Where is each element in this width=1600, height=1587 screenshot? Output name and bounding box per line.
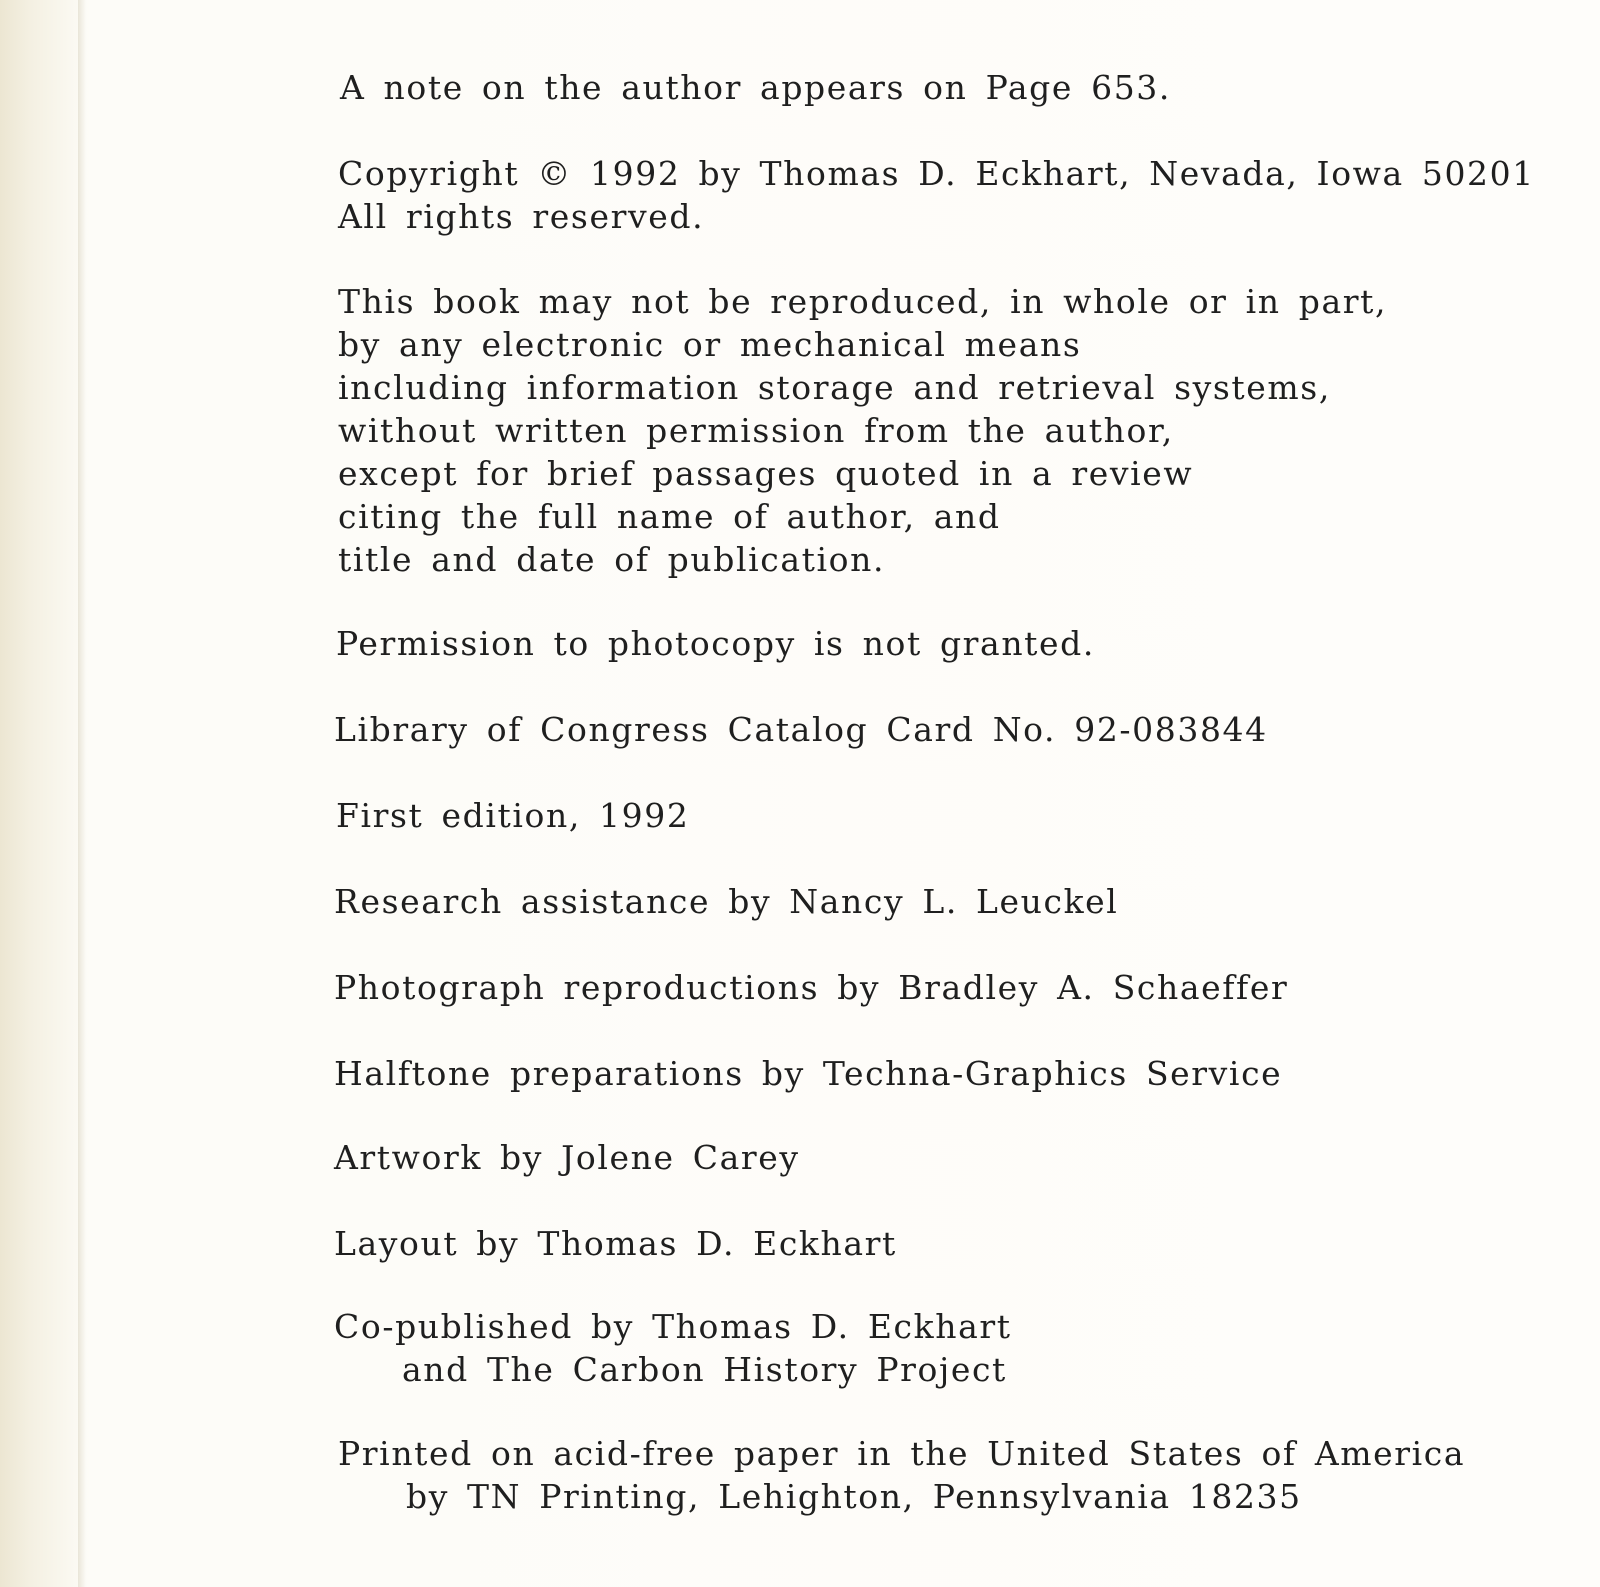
- photograph-credit: Photograph reproductions by Bradley A. Schaeffer: [334, 968, 1289, 1007]
- copublished-partner-line: and The Carbon History Project: [402, 1350, 1007, 1389]
- copyright-line: Copyright © 1992 by Thomas D. Eckhart, Nevada, Iowa 50201: [338, 154, 1535, 193]
- rights-reserved-line: All rights reserved.: [338, 197, 705, 236]
- reproduction-notice: [338, 280, 1387, 581]
- artwork-credit: Artwork by Jolene Carey: [334, 1138, 800, 1177]
- reproduction-notice-line: citing the full name of author, and: [338, 497, 1001, 536]
- copyright-block: [338, 152, 1535, 238]
- halftone-credit: Halftone preparations by Techna-Graphics Service: [334, 1054, 1283, 1093]
- layout-credit: Layout by Thomas D. Eckhart: [334, 1224, 897, 1263]
- reproduction-notice-line: by any electronic or mechanical means: [338, 325, 1082, 364]
- printed-line: Printed on acid-free paper in the United States of America: [338, 1434, 1466, 1473]
- page-gutter-shadow: [78, 0, 86, 1587]
- reproduction-notice-line: except for brief passages quoted in a review: [338, 454, 1194, 493]
- copublished-line: Co-published by Thomas D. Eckhart: [334, 1307, 1012, 1346]
- reproduction-notice-line: including information storage and retrieval systems,: [338, 368, 1331, 407]
- author-note: A note on the author appears on Page 653.: [340, 68, 1171, 107]
- edition-line: First edition, 1992: [336, 796, 690, 835]
- research-credit: Research assistance by Nancy L. Leuckel: [334, 882, 1119, 921]
- printed-block: [338, 1432, 1465, 1518]
- copublished-block: [334, 1305, 1012, 1391]
- printer-line: by TN Printing, Lehighton, Pennsylvania 18235: [406, 1477, 1302, 1516]
- reproduction-notice-line: title and date of publication.: [338, 540, 886, 579]
- catalog-card-number: Library of Congress Catalog Card No. 92-083844: [334, 710, 1268, 749]
- reproduction-notice-line: This book may not be reproduced, in whole or in part,: [338, 282, 1388, 321]
- photocopy-notice: Permission to photocopy is not granted.: [336, 624, 1095, 663]
- reproduction-notice-line: without written permission from the author,: [338, 411, 1174, 450]
